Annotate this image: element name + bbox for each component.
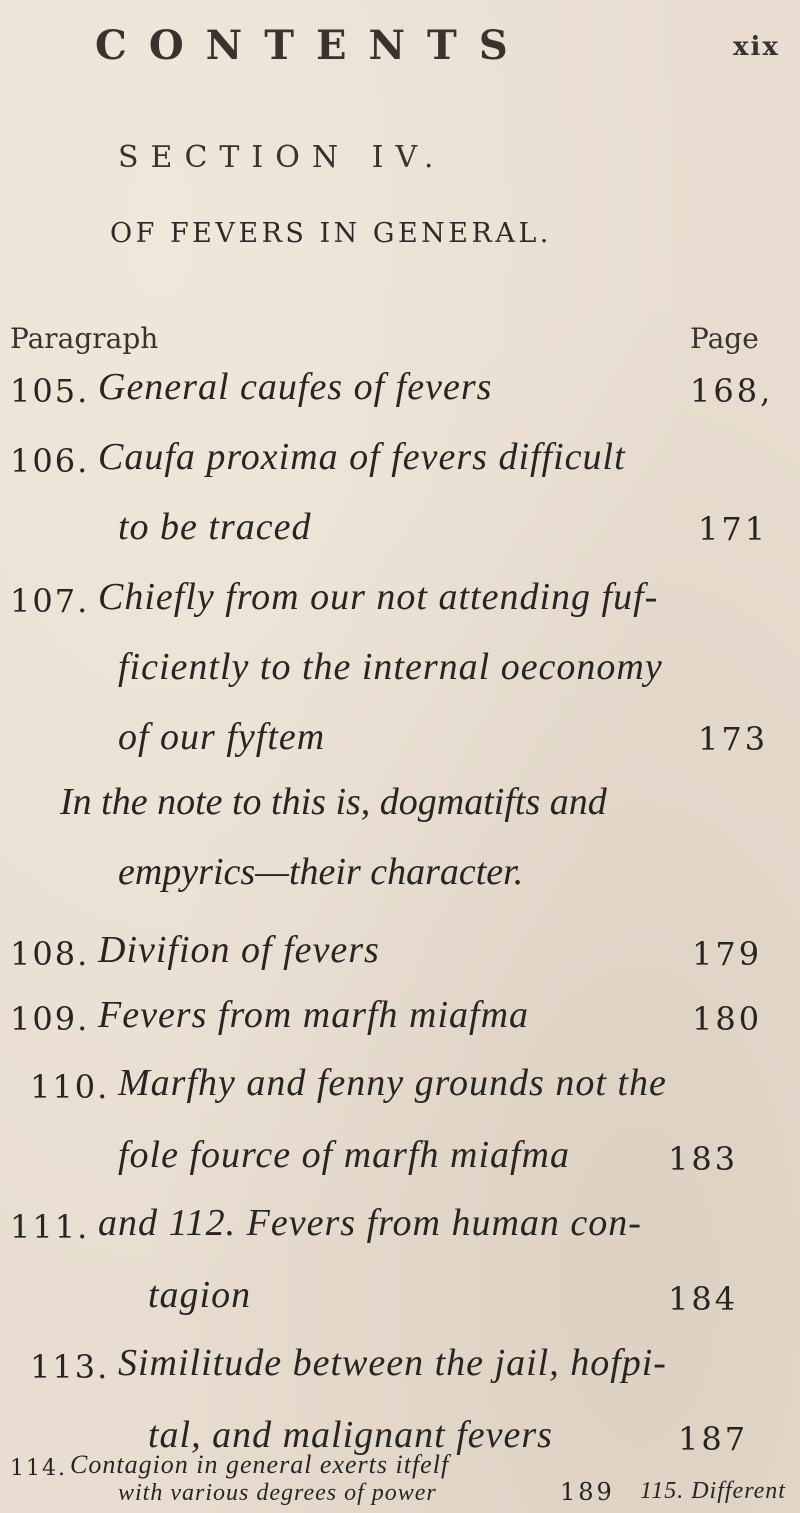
section-title: OF FEVERS IN GENERAL. (110, 218, 552, 249)
paragraph-number: 109. (10, 1000, 90, 1038)
entry-text: Chiefly from our not attending fuf- (98, 576, 659, 618)
paragraph-number: 110. (30, 1068, 110, 1106)
entry-text: ficiently to the internal oeconomy (118, 646, 663, 688)
page-number: 171 (698, 510, 769, 548)
page-folio: xix (733, 32, 780, 62)
page-number: 180 (692, 1000, 763, 1038)
entry-text: Divifion of fevers (98, 929, 380, 971)
note-text: In the note to this is, dogmatifts and (60, 781, 607, 823)
entry-text: with various degrees of power (118, 1480, 437, 1506)
paragraph-number: 106. (10, 442, 90, 480)
paragraph-number: 105. (10, 372, 90, 410)
paragraph-number: 108. (10, 935, 90, 973)
entry-text: Marfhy and fenny grounds not the (118, 1062, 667, 1104)
paragraph-column-heading: Paragraph (10, 322, 159, 355)
page-number: 187 (678, 1420, 749, 1458)
page-number: 184 (668, 1280, 739, 1318)
note-text: empyrics—their character. (118, 851, 524, 893)
page-number: 179 (692, 935, 763, 973)
entry-text: Similitude between the jail, hofpi- (118, 1342, 667, 1384)
entry-text: of our fyftem (118, 716, 326, 758)
entry-text: and 112. Fevers from human con- (98, 1202, 642, 1244)
entry-text: General caufes of fevers (98, 366, 493, 408)
paragraph-number: 107. (10, 582, 90, 620)
entry-text: Fevers from marfh miafma (98, 994, 530, 1036)
page-number: 168, (690, 372, 774, 410)
section-heading: SECTION IV. (118, 140, 446, 175)
page-number: 173 (698, 720, 769, 758)
entry-text: tal, and malignant fevers (148, 1414, 553, 1456)
page-number: 183 (668, 1140, 739, 1178)
paragraph-number: 111. (10, 1208, 90, 1246)
entry-text: tagion (148, 1274, 252, 1316)
running-head: CONTENTS (95, 22, 530, 69)
paragraph-number: 113. (30, 1348, 110, 1386)
entry-text: Contagion in general exerts itfelf (70, 1450, 450, 1479)
catchword: 115. Different (640, 1478, 786, 1504)
page-column-heading: Page (690, 322, 759, 355)
entry-text: fole fource of marfh miafma (118, 1134, 570, 1176)
entry-text: to be traced (118, 506, 312, 548)
paragraph-number: 114. (10, 1456, 67, 1481)
entry-text: Caufa proxima of fevers difficult (98, 436, 626, 478)
page-number: 189 (560, 1478, 615, 1506)
